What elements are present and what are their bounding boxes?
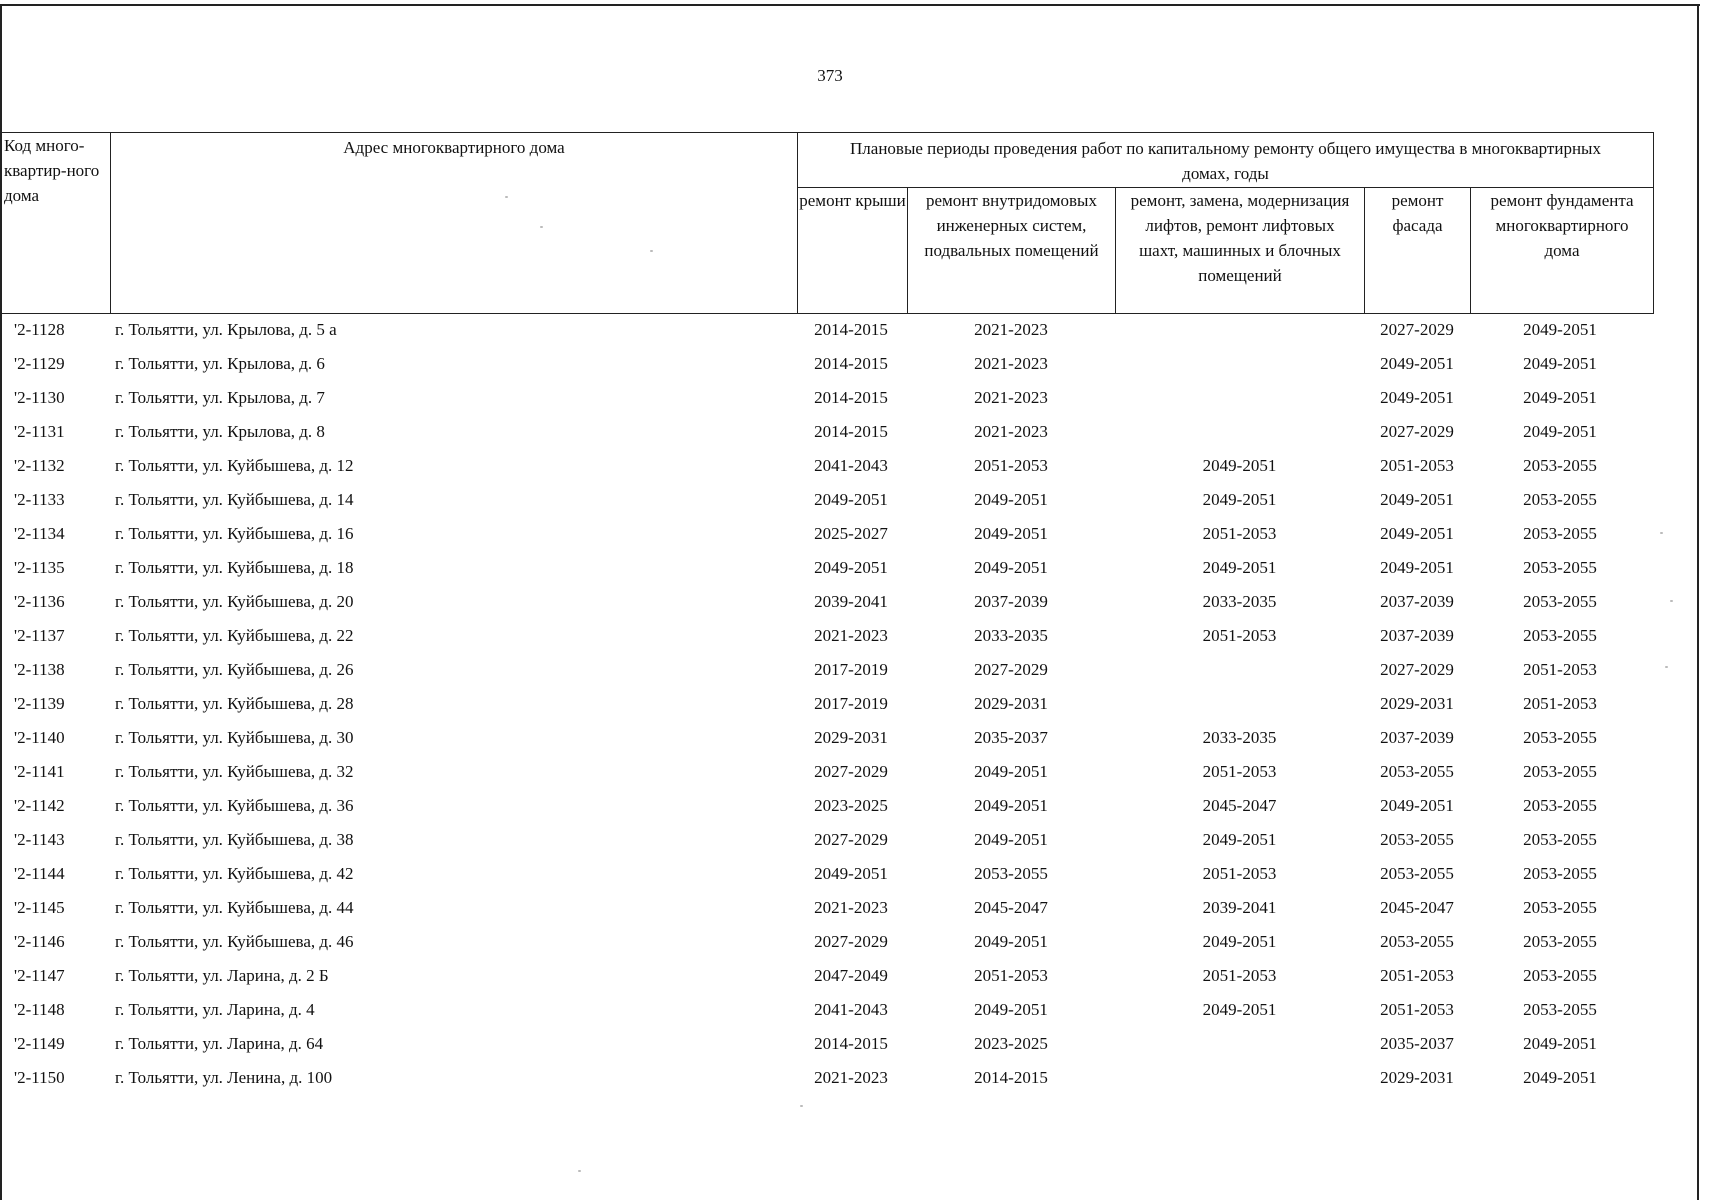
row-code: '2-1128 [14, 320, 65, 339]
row-code: '2-1136 [14, 592, 65, 611]
row-engineering-period: 2021-2023 [974, 354, 1048, 373]
row-code: '2-1130 [14, 388, 65, 407]
row-facade-period: 2027-2029 [1380, 320, 1454, 339]
row-roof-period: 2014-2015 [814, 1034, 888, 1053]
row-roof-period: 2027-2029 [814, 932, 888, 951]
row-code: '2-1143 [14, 830, 65, 849]
table-row [0, 926, 1660, 960]
table-row [0, 994, 1660, 1028]
header-engineering: ремонт внутридомовых инженерных систем, подвальных помещений [907, 187, 1115, 314]
row-engineering-period: 2045-2047 [974, 898, 1048, 917]
row-facade-period: 2051-2053 [1380, 456, 1454, 475]
table-row [0, 790, 1660, 824]
row-engineering-period: 2049-2051 [974, 830, 1048, 849]
scan-speck [650, 250, 653, 252]
row-code: '2-1150 [14, 1068, 65, 1087]
row-facade-period: 2037-2039 [1380, 728, 1454, 747]
row-facade-period: 2045-2047 [1380, 898, 1454, 917]
row-address: г. Тольятти, ул. Ленина, д. 100 [115, 1068, 333, 1087]
table-row [0, 450, 1660, 484]
row-roof-period: 2021-2023 [814, 626, 888, 645]
row-foundation-period: 2053-2055 [1523, 456, 1597, 475]
row-address: г. Тольятти, ул. Куйбышева, д. 16 [115, 524, 354, 543]
row-roof-period: 2049-2051 [814, 558, 888, 577]
table-row [0, 654, 1660, 688]
header-address: Адрес многоквартирного дома [110, 132, 797, 314]
row-engineering-period: 2014-2015 [974, 1068, 1048, 1087]
row-foundation-period: 2053-2055 [1523, 626, 1597, 645]
scan-speck [578, 1170, 581, 1172]
header-roof: ремонт крыши [797, 187, 907, 314]
row-foundation-period: 2051-2053 [1523, 694, 1597, 713]
row-facade-period: 2027-2029 [1380, 660, 1454, 679]
row-roof-period: 2021-2023 [814, 1068, 888, 1087]
row-facade-period: 2049-2051 [1380, 558, 1454, 577]
row-roof-period: 2014-2015 [814, 422, 888, 441]
row-address: г. Тольятти, ул. Куйбышева, д. 28 [115, 694, 354, 713]
row-engineering-period: 2027-2029 [974, 660, 1048, 679]
row-foundation-period: 2049-2051 [1523, 1068, 1597, 1087]
row-foundation-period: 2053-2055 [1523, 762, 1597, 781]
row-engineering-period: 2049-2051 [974, 1000, 1048, 1019]
scan-speck [800, 1105, 803, 1107]
row-code: '2-1141 [14, 762, 65, 781]
row-address: г. Тольятти, ул. Куйбышева, д. 44 [115, 898, 354, 917]
row-roof-period: 2049-2051 [814, 864, 888, 883]
header-facade: ремонт фасада [1364, 187, 1470, 314]
row-address: г. Тольятти, ул. Куйбышева, д. 20 [115, 592, 354, 611]
row-foundation-period: 2053-2055 [1523, 1000, 1597, 1019]
row-address: г. Тольятти, ул. Куйбышева, д. 14 [115, 490, 354, 509]
row-address: г. Тольятти, ул. Куйбышева, д. 30 [115, 728, 354, 747]
row-lift-period: 2049-2051 [1202, 830, 1277, 849]
row-code: '2-1135 [14, 558, 65, 577]
row-lift-period: 2049-2051 [1202, 558, 1277, 577]
table-row [0, 484, 1660, 518]
row-engineering-period: 2023-2025 [974, 1034, 1048, 1053]
row-lift-period: 2033-2035 [1202, 592, 1277, 611]
row-facade-period: 2049-2051 [1380, 388, 1454, 407]
row-foundation-period: 2049-2051 [1523, 1034, 1597, 1053]
row-facade-period: 2035-2037 [1380, 1034, 1454, 1053]
row-roof-period: 2039-2041 [814, 592, 888, 611]
row-code: '2-1134 [14, 524, 65, 543]
table-row [0, 1028, 1660, 1062]
row-facade-period: 2051-2053 [1380, 1000, 1454, 1019]
row-roof-period: 2014-2015 [814, 354, 888, 373]
row-foundation-period: 2051-2053 [1523, 660, 1597, 679]
scan-speck [1665, 666, 1668, 668]
row-code: '2-1139 [14, 694, 65, 713]
row-engineering-period: 2033-2035 [974, 626, 1048, 645]
row-roof-period: 2025-2027 [814, 524, 888, 543]
row-lift-period: 2049-2051 [1202, 932, 1277, 951]
scan-speck [1660, 532, 1663, 534]
row-address: г. Тольятти, ул. Куйбышева, д. 32 [115, 762, 354, 781]
row-address: г. Тольятти, ул. Куйбышева, д. 36 [115, 796, 354, 815]
row-foundation-period: 2053-2055 [1523, 558, 1597, 577]
row-lift-period: 2045-2047 [1202, 796, 1277, 815]
row-lift-period: 2039-2041 [1202, 898, 1277, 917]
row-address: г. Тольятти, ул. Крылова, д. 8 [115, 422, 325, 441]
row-foundation-period: 2053-2055 [1523, 864, 1597, 883]
row-code: '2-1147 [14, 966, 65, 985]
row-code: '2-1133 [14, 490, 65, 509]
row-foundation-period: 2053-2055 [1523, 966, 1597, 985]
row-engineering-period: 2049-2051 [974, 490, 1048, 509]
row-address: г. Тольятти, ул. Куйбышева, д. 38 [115, 830, 354, 849]
row-address: г. Тольятти, ул. Куйбышева, д. 18 [115, 558, 354, 577]
row-address: г. Тольятти, ул. Крылова, д. 6 [115, 354, 325, 373]
row-lift-period: 2049-2051 [1202, 490, 1277, 509]
page-border-right [1697, 4, 1699, 1200]
row-engineering-period: 2049-2051 [974, 762, 1048, 781]
row-facade-period: 2029-2031 [1380, 1068, 1454, 1087]
scan-speck [1670, 600, 1673, 602]
row-address: г. Тольятти, ул. Крылова, д. 5 а [115, 320, 337, 339]
row-lift-period: 2049-2051 [1202, 456, 1277, 475]
row-roof-period: 2041-2043 [814, 1000, 888, 1019]
row-code: '2-1132 [14, 456, 65, 475]
row-engineering-period: 2035-2037 [974, 728, 1048, 747]
page-number: 373 [817, 66, 843, 85]
row-foundation-period: 2053-2055 [1523, 592, 1597, 611]
row-facade-period: 2053-2055 [1380, 762, 1454, 781]
row-lift-period: 2051-2053 [1202, 524, 1277, 543]
row-lift-period: 2051-2053 [1202, 966, 1277, 985]
row-address: г. Тольятти, ул. Куйбышева, д. 26 [115, 660, 354, 679]
row-engineering-period: 2029-2031 [974, 694, 1048, 713]
row-roof-period: 2029-2031 [814, 728, 888, 747]
row-facade-period: 2037-2039 [1380, 626, 1454, 645]
row-roof-period: 2017-2019 [814, 694, 888, 713]
header-lift: ремонт, замена, модернизация лифтов, ремонт лифтовых шахт, машинных и блочных помещений [1115, 187, 1364, 314]
table-row [0, 620, 1660, 654]
row-address: г. Тольятти, ул. Ларина, д. 64 [115, 1034, 324, 1053]
row-code: '2-1140 [14, 728, 65, 747]
table-row [0, 314, 1660, 348]
row-code: '2-1148 [14, 1000, 65, 1019]
row-roof-period: 2047-2049 [814, 966, 888, 985]
row-foundation-period: 2049-2051 [1523, 320, 1597, 339]
row-lift-period: 2051-2053 [1202, 864, 1277, 883]
row-code: '2-1144 [14, 864, 65, 883]
row-roof-period: 2014-2015 [814, 388, 888, 407]
row-roof-period: 2041-2043 [814, 456, 888, 475]
table-row [0, 552, 1660, 586]
row-code: '2-1142 [14, 796, 65, 815]
row-foundation-period: 2053-2055 [1523, 490, 1597, 509]
table-body [0, 314, 1660, 1096]
table-row [0, 892, 1660, 926]
table-row [0, 586, 1660, 620]
row-code: '2-1138 [14, 660, 65, 679]
row-facade-period: 2053-2055 [1380, 864, 1454, 883]
row-address: г. Тольятти, ул. Куйбышева, д. 22 [115, 626, 354, 645]
row-roof-period: 2014-2015 [814, 320, 888, 339]
row-engineering-period: 2021-2023 [974, 388, 1048, 407]
row-engineering-period: 2051-2053 [974, 966, 1048, 985]
header-planned-periods: Плановые периоды проведения работ по капитальному ремонту общего имущества в многоквартирных домах, годы [797, 132, 1654, 188]
table-row [0, 382, 1660, 416]
row-address: г. Тольятти, ул. Ларина, д. 4 [115, 1000, 315, 1019]
row-code: '2-1129 [14, 354, 65, 373]
row-roof-period: 2023-2025 [814, 796, 888, 815]
row-address: г. Тольятти, ул. Куйбышева, д. 42 [115, 864, 354, 883]
scan-speck [505, 196, 508, 198]
row-code: '2-1131 [14, 422, 65, 441]
row-roof-period: 2027-2029 [814, 762, 888, 781]
page-border-top [0, 4, 1700, 6]
row-foundation-period: 2053-2055 [1523, 796, 1597, 815]
row-facade-period: 2049-2051 [1380, 524, 1454, 543]
table-row [0, 348, 1660, 382]
row-engineering-period: 2049-2051 [974, 524, 1048, 543]
table-row [0, 722, 1660, 756]
row-engineering-period: 2021-2023 [974, 422, 1048, 441]
row-facade-period: 2051-2053 [1380, 966, 1454, 985]
table-row [0, 756, 1660, 790]
row-roof-period: 2021-2023 [814, 898, 888, 917]
row-facade-period: 2053-2055 [1380, 932, 1454, 951]
header-foundation: ремонт фундамента многоквартирного дома [1470, 187, 1654, 314]
row-facade-period: 2027-2029 [1380, 422, 1454, 441]
table-row [0, 1062, 1660, 1096]
row-foundation-period: 2053-2055 [1523, 898, 1597, 917]
row-code: '2-1149 [14, 1034, 65, 1053]
table-row [0, 688, 1660, 722]
row-engineering-period: 2037-2039 [974, 592, 1048, 611]
row-lift-period: 2051-2053 [1202, 762, 1277, 781]
row-foundation-period: 2053-2055 [1523, 728, 1597, 747]
row-lift-period: 2051-2053 [1202, 626, 1277, 645]
row-facade-period: 2049-2051 [1380, 490, 1454, 509]
table-row [0, 416, 1660, 450]
row-code: '2-1137 [14, 626, 65, 645]
row-roof-period: 2049-2051 [814, 490, 888, 509]
table-row [0, 824, 1660, 858]
row-engineering-period: 2053-2055 [974, 864, 1048, 883]
header-code: Код много-квартир-ного дома [0, 132, 110, 314]
row-foundation-period: 2053-2055 [1523, 932, 1597, 951]
row-facade-period: 2053-2055 [1380, 830, 1454, 849]
row-roof-period: 2017-2019 [814, 660, 888, 679]
row-engineering-period: 2049-2051 [974, 796, 1048, 815]
row-foundation-period: 2049-2051 [1523, 354, 1597, 373]
row-code: '2-1145 [14, 898, 65, 917]
row-foundation-period: 2053-2055 [1523, 830, 1597, 849]
row-address: г. Тольятти, ул. Ларина, д. 2 Б [115, 966, 329, 985]
row-lift-period: 2049-2051 [1202, 1000, 1277, 1019]
table-row [0, 858, 1660, 892]
row-engineering-period: 2051-2053 [974, 456, 1048, 475]
row-address: г. Тольятти, ул. Куйбышева, д. 46 [115, 932, 354, 951]
row-address: г. Тольятти, ул. Крылова, д. 7 [115, 388, 325, 407]
scan-speck [540, 226, 543, 228]
row-engineering-period: 2049-2051 [974, 558, 1048, 577]
row-facade-period: 2049-2051 [1380, 354, 1454, 373]
row-code: '2-1146 [14, 932, 65, 951]
table-row [0, 960, 1660, 994]
table-row [0, 518, 1660, 552]
row-address: г. Тольятти, ул. Куйбышева, д. 12 [115, 456, 354, 475]
row-facade-period: 2037-2039 [1380, 592, 1454, 611]
row-foundation-period: 2049-2051 [1523, 388, 1597, 407]
row-lift-period: 2033-2035 [1202, 728, 1277, 747]
row-facade-period: 2049-2051 [1380, 796, 1454, 815]
row-engineering-period: 2049-2051 [974, 932, 1048, 951]
row-foundation-period: 2053-2055 [1523, 524, 1597, 543]
row-roof-period: 2027-2029 [814, 830, 888, 849]
row-engineering-period: 2021-2023 [974, 320, 1048, 339]
row-facade-period: 2029-2031 [1380, 694, 1454, 713]
row-foundation-period: 2049-2051 [1523, 422, 1597, 441]
